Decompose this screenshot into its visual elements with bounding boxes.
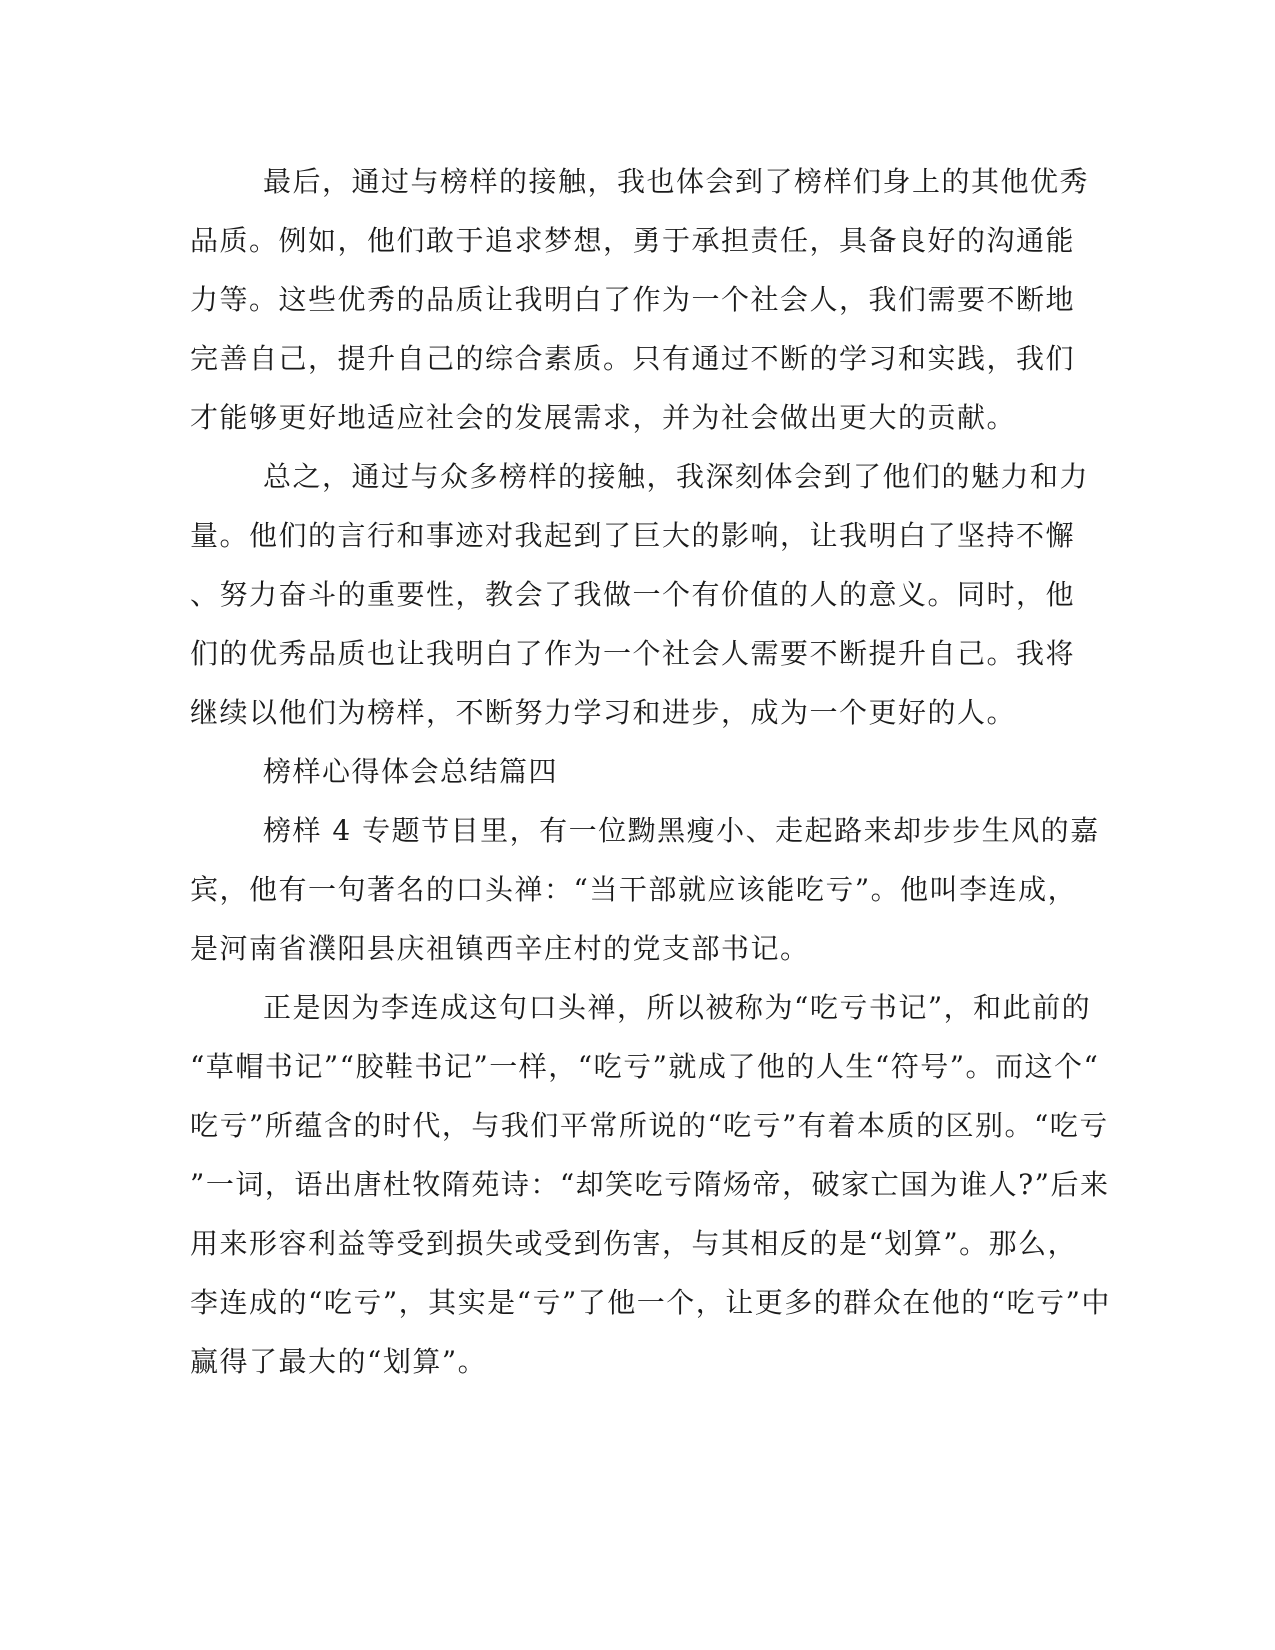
paragraph-line: 是河南省濮阳县庆祖镇西辛庄村的党支部书记。	[190, 932, 810, 965]
paragraph-line: 、努力奋斗的重要性，教会了我做一个有价值的人的意义。同时，他	[190, 578, 1076, 611]
paragraph-line: 用来形容利益等受到损失或受到伤害，与其相反的是“划算”。那么，	[190, 1227, 1078, 1260]
paragraph-line: 正是因为李连成这句口头禅，所以被称为“吃亏书记”，和此前的	[263, 991, 1092, 1024]
paragraph-line: 继续以他们为榜样，不断努力学习和进步，成为一个更好的人。	[190, 696, 1017, 729]
paragraph-line: 李连成的“吃亏”，其实是“亏”了他一个，让更多的群众在他的“吃亏”中	[190, 1286, 1111, 1319]
paragraph-line: ”一词，语出唐杜牧隋苑诗：“却笑吃亏隋炀帝，破家亡国为谁人?”后来	[190, 1168, 1110, 1201]
paragraph-line: “草帽书记”“胶鞋书记”一样，“吃亏”就成了他的人生“符号”。而这个“	[190, 1050, 1100, 1083]
paragraph-line: 量。他们的言行和事迹对我起到了巨大的影响，让我明白了坚持不懈	[190, 519, 1076, 552]
paragraph-line: 总之，通过与众多榜样的接触，我深刻体会到了他们的魅力和力	[263, 460, 1090, 493]
paragraph-line: 最后，通过与榜样的接触，我也体会到了榜样们身上的其他优秀	[263, 165, 1090, 198]
paragraph-line: 宾，他有一句著名的口头禅：“当干部就应该能吃亏”。他叫李连成，	[190, 873, 1078, 906]
paragraph-line: 赢得了最大的“划算”。	[190, 1345, 488, 1378]
paragraph-line: 榜样 4 专题节目里，有一位黝黑瘦小、走起路来却步步生风的嘉	[263, 814, 1100, 847]
section-heading: 榜样心得体会总结篇四	[263, 755, 559, 788]
paragraph-line: 们的优秀品质也让我明白了作为一个社会人需要不断提升自己。我将	[190, 637, 1076, 670]
paragraph-line: 才能够更好地适应社会的发展需求，并为社会做出更大的贡献。	[190, 401, 1017, 434]
paragraph-line: 力等。这些优秀的品质让我明白了作为一个社会人，我们需要不断地	[190, 283, 1076, 316]
paragraph-line: 完善自己，提升自己的综合素质。只有通过不断的学习和实践，我们	[190, 342, 1076, 375]
paragraph-line: 吃亏”所蕴含的时代，与我们平常所说的“吃亏”有着本质的区别。“吃亏	[190, 1109, 1109, 1142]
paragraph-line: 品质。例如，他们敢于追求梦想，勇于承担责任，具备良好的沟通能	[190, 224, 1076, 257]
